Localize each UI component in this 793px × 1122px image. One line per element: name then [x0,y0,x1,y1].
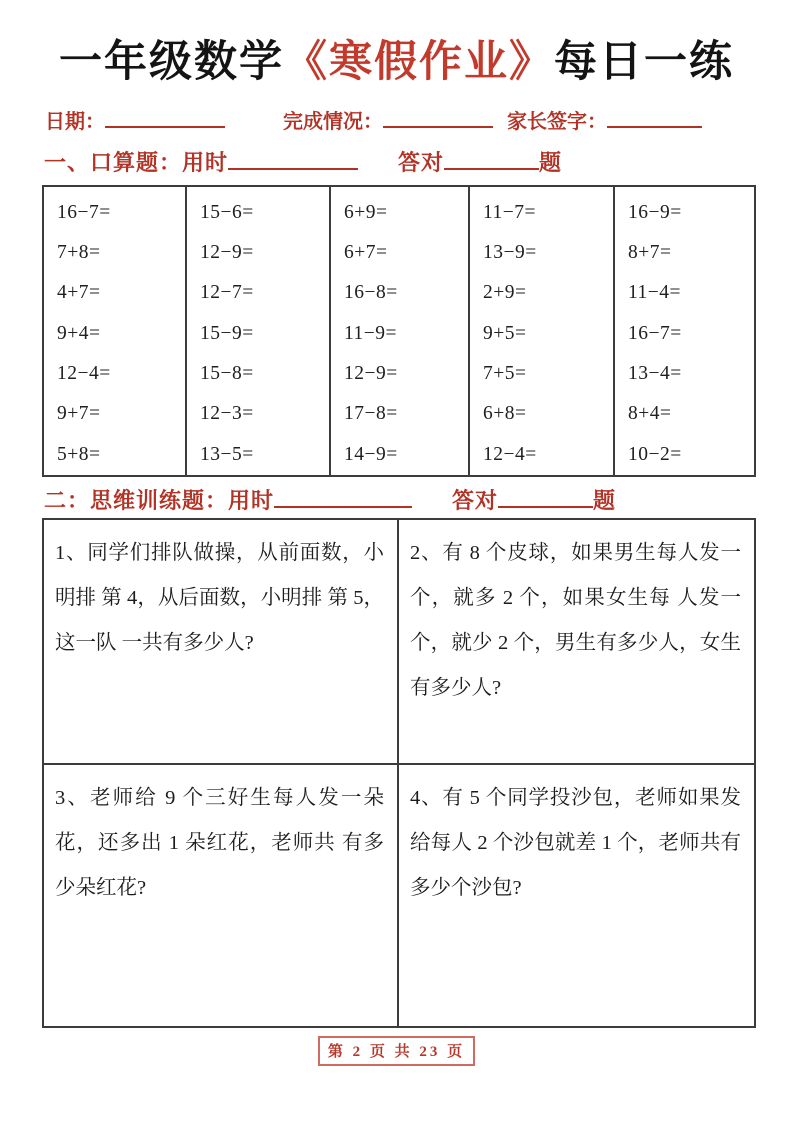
signature-blank-field [607,108,702,128]
calc-problem: 13−9= [483,242,537,264]
page-footer [0,1036,793,1066]
calc-problem: 10−2= [628,443,682,465]
calc-problem: 6+8= [483,403,527,425]
calc-problem: 6+9= [344,201,388,223]
calc-problem: 11−4= [628,282,682,304]
section1-heading [44,146,793,177]
section1-time-blank-field [228,148,358,170]
completion-blank-field [383,108,493,128]
calc-column [468,187,613,475]
date-label: 日期： [45,110,105,133]
page-number-box [318,1036,475,1066]
calc-problem: 12−7= [200,282,254,304]
calc-column [329,187,468,475]
calc-problem: 4+7= [57,282,101,304]
calc-problem: 15−6= [200,201,254,223]
title-highlight: 《寒假作业》 [284,39,554,86]
title-suffix: 每日一练 [554,39,734,86]
calc-column [613,187,754,475]
calc-problem: 16−7= [628,322,682,344]
section2-time-blank-field [274,486,412,508]
footer-current-page: 2 [352,1043,364,1060]
calc-problem: 16−8= [344,282,398,304]
page-title [0,0,793,90]
signature-label: 家长签字： [507,110,607,133]
calc-problem: 13−4= [628,363,682,385]
calc-problem: 7+8= [57,242,101,264]
calc-column [185,187,329,475]
section2-correct-blank-field [498,486,593,508]
calc-problem: 15−8= [200,363,254,385]
calc-problem: 6+7= [344,242,388,264]
word-problem-1: 1、同学们排队做操，从前面数，小明排 第 4，从后面数，小明排 第 5，这一队 一共有多少人? [55,541,384,654]
calc-problem: 8+7= [628,242,672,264]
calc-problem: 12−4= [483,443,537,465]
calc-problem: 12−9= [344,363,398,385]
calc-problem: 5+8= [57,443,101,465]
calc-problem: 2+9= [483,282,527,304]
calc-problem: 9+5= [483,322,527,344]
footer-suffix: 页 [447,1043,466,1060]
calc-problem: 16−9= [628,201,682,223]
calc-problem: 13−5= [200,443,254,465]
calc-problem: 12−3= [200,403,254,425]
word-problem-2: 2、有 8 个皮球，如果男生每人发一个，就多 2 个，如果女生每 人发一个，就少 2 个，男生有多少人，女生有多少人? [397,520,754,763]
calc-problem: 15−9= [200,322,254,344]
calc-problem: 12−4= [57,363,111,385]
section2-heading [44,484,793,515]
calc-problem: 9+7= [57,403,101,425]
calc-problem: 8+4= [628,403,672,425]
calc-problem: 12−9= [200,242,254,264]
date-blank-field [105,108,225,128]
info-line [45,105,793,134]
footer-total-pages: 23 [419,1043,441,1060]
calc-problem: 9+4= [57,322,101,344]
calc-problem: 11−7= [483,201,537,223]
section1-correct-blank-field [444,148,539,170]
section2-unit-label: 题 [593,487,617,513]
section1-correct-label: 答对 [398,149,445,175]
calc-problem: 7+5= [483,363,527,385]
section2-heading-label: 二：思维训练题：用时 [44,487,275,513]
word-problem-3: 3、老师给 9 个三好生每人发一朵花，还多出 1 朵红花，老师共 有多少朵红花? [44,763,397,1026]
section2-correct-label: 答对 [452,487,499,513]
calc-problem: 17−8= [344,403,398,425]
oral-calc-table [42,185,756,477]
completion-label: 完成情况： [283,110,383,133]
word-problems-grid [42,518,756,1028]
section1-unit-label: 题 [539,149,563,175]
calc-problem: 16−7= [57,201,111,223]
title-prefix: 一年级数学 [59,39,284,86]
footer-middle: 页 共 [369,1043,413,1060]
footer-prefix: 第 [327,1043,346,1060]
section1-heading-label: 一、口算题：用时 [44,149,229,175]
calc-column [44,187,185,475]
calc-problem: 14−9= [344,443,398,465]
word-problem-4: 4、有 5 个同学投沙包，老师如果发给每人 2 个沙包就差 1 个，老师共有多少个沙包? [397,763,754,1026]
calc-problem: 11−9= [344,322,398,344]
